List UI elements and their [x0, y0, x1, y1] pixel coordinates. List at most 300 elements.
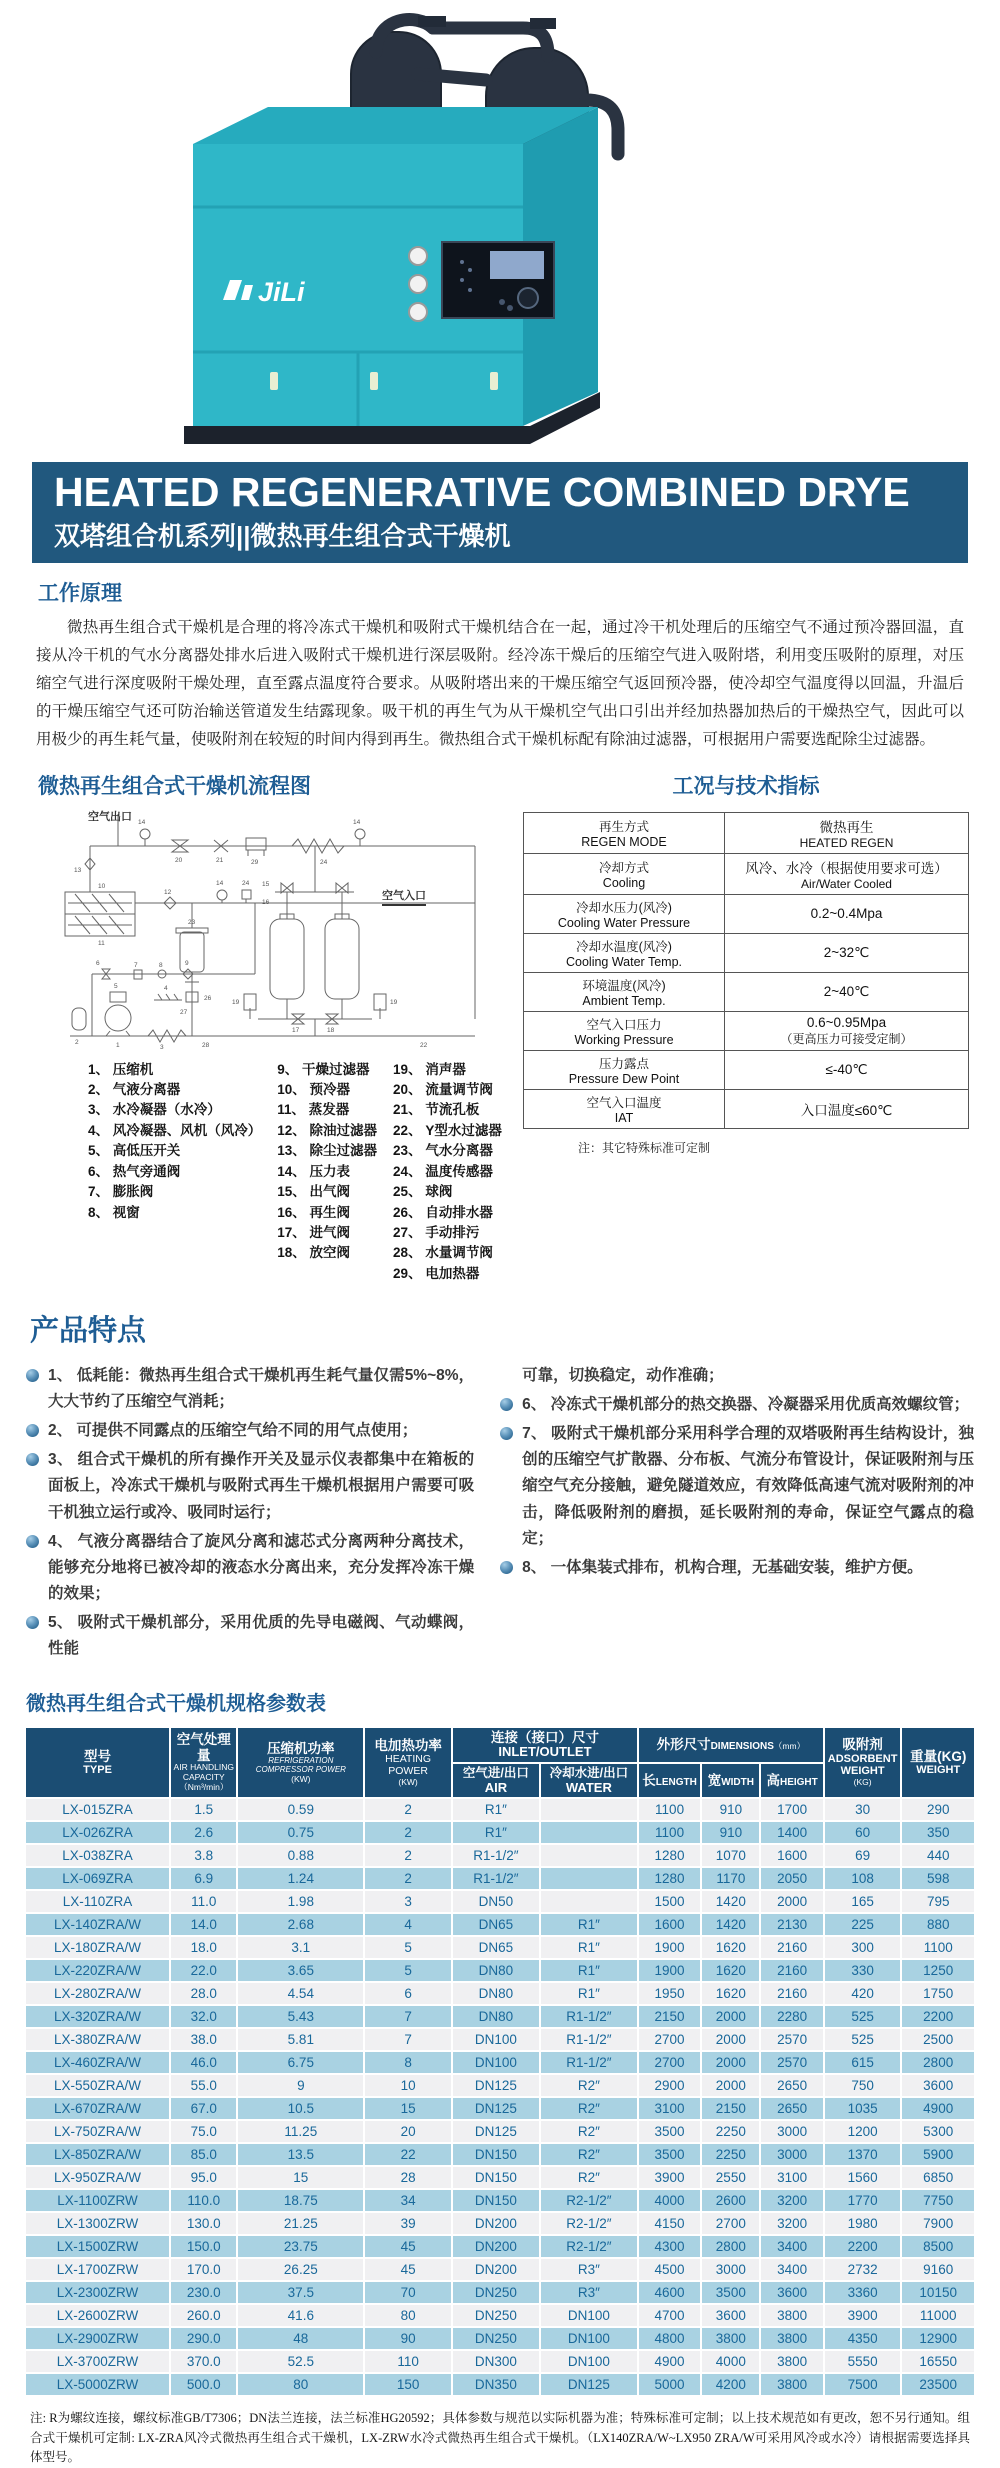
spec-cell: 2550	[702, 2167, 759, 2188]
spec-cell: 1770	[825, 2190, 901, 2211]
spec-cell: 2600	[702, 2190, 759, 2211]
spec-cell: 46.0	[171, 2052, 236, 2073]
spec-cell: 32.0	[171, 2006, 236, 2027]
title-english: HEATED REGENERATIVE COMBINED DRYE	[54, 470, 910, 515]
feature-item	[26, 1447, 474, 1525]
features-left-column	[26, 1363, 500, 1664]
legend-item: 7、 膨胀阀	[88, 1184, 154, 1200]
spec-table-row	[26, 1960, 974, 1981]
spec-cell: 2130	[761, 1914, 822, 1935]
spec-cell: 38.0	[171, 2029, 236, 2050]
model-cell: LX-015ZRA	[26, 1799, 169, 1820]
feature-item	[500, 1392, 974, 1418]
spec-cell: 1.98	[238, 1891, 363, 1912]
legend-item: 11、 蒸发器	[277, 1102, 350, 1118]
spec-table-row	[26, 2236, 974, 2257]
legend-column-2	[277, 1060, 377, 1285]
spec-cell: 4150	[639, 2213, 700, 2234]
spec-cell: 18.0	[171, 1937, 236, 1958]
spec-cell: 11.0	[171, 1891, 236, 1912]
legend-item: 16、 再生阀	[277, 1204, 351, 1220]
spec-cell: 440	[902, 1845, 974, 1866]
spec-cell: 1950	[639, 1983, 700, 2004]
diagram-number: 12	[164, 888, 172, 896]
compressor-group	[72, 969, 193, 1042]
spec-cell: 598	[902, 1868, 974, 1889]
tech-spec-row	[524, 853, 969, 894]
spec-cell: 4500	[639, 2259, 700, 2280]
spec-cell: 3	[365, 1891, 451, 1912]
spec-cell: 2570	[761, 2052, 822, 2073]
spec-cell: 1420	[702, 1914, 759, 1935]
spec-cell: 3100	[639, 2098, 700, 2119]
feature-bullet-icon	[500, 1561, 513, 1574]
spec-cell: 4000	[639, 2190, 700, 2211]
spec-cell: R3″	[541, 2282, 637, 2303]
features-heading: 产品特点	[30, 1315, 147, 1348]
spec-cell: 95.0	[171, 2167, 236, 2188]
spec-table-row	[26, 2213, 974, 2234]
spec-cell: 15	[238, 2167, 363, 2188]
spec-cell: DN200	[453, 2236, 539, 2257]
tech-spec-row	[524, 1089, 969, 1128]
feature-item	[26, 1418, 474, 1444]
spec-cell: 750	[825, 2075, 901, 2096]
valve-symbols	[140, 829, 365, 856]
spec-cell: 23500	[902, 2374, 974, 2395]
diagram-number: 14	[216, 879, 224, 887]
feature-text: 5、 吸附式干燥机部分，采用优质的先导电磁阀、气动蝶阀，性能	[48, 1613, 475, 1657]
title-chinese: 双塔组合机系列||微热再生组合式干燥机	[54, 521, 511, 552]
spec-cell: 110	[365, 2351, 451, 2372]
feature-item	[26, 1610, 474, 1662]
spec-cell: 1620	[702, 1983, 759, 2004]
spec-cell: 2800	[702, 2236, 759, 2257]
spec-cell: 260.0	[171, 2305, 236, 2326]
spec-cell: 3600	[702, 2305, 759, 2326]
tech-spec-row	[524, 972, 969, 1011]
spec-cell: 3400	[761, 2259, 822, 2280]
model-cell: LX-950ZRA/W	[26, 2167, 169, 2188]
spec-cell: 4350	[825, 2328, 901, 2349]
spec-cell	[541, 1822, 637, 1843]
feature-text: 4、 气液分离器结合了旋风分离和滤芯式分离两种分离技术，能够充分地将已被冷却的液态水分离出来，充分发挥冷冻干燥的效果；	[48, 1532, 475, 1602]
spec-cell: 67.0	[171, 2098, 236, 2119]
spec-cell: R1″	[541, 1937, 637, 1958]
spec-table-row	[26, 2121, 974, 2142]
spec-cell: 1750	[902, 1983, 974, 2004]
spec-cell: DN350	[453, 2374, 539, 2395]
spec-cell: 45	[365, 2236, 451, 2257]
working-principle-heading: 工作原理	[38, 582, 122, 606]
diagram-number: 18	[327, 1026, 335, 1034]
spec-cell: DN100	[453, 2029, 539, 2050]
spec-cell: 11000	[902, 2305, 974, 2326]
diagram-number: 1	[116, 1041, 120, 1049]
diagram-number: 27	[180, 1008, 188, 1016]
tech-specs-table	[523, 812, 969, 1129]
air-inlet-label: 空气入口	[382, 889, 426, 902]
tech-spec-value: 2~40℃	[725, 972, 969, 1011]
spec-cell: R2″	[541, 2144, 637, 2165]
feature-bullet-icon	[500, 1427, 513, 1440]
features-right-column	[500, 1363, 974, 1664]
spec-cell: 7500	[825, 2374, 901, 2395]
spec-cell: DN80	[453, 2006, 539, 2027]
col-header-inlet-outlet: 连接（接口）尺寸 INLET/OUTLET	[453, 1728, 637, 1762]
spec-cell: DN125	[453, 2098, 539, 2119]
spec-cell: 3500	[702, 2282, 759, 2303]
legend-item: 4、 风冷凝器、风机（风冷）	[88, 1122, 262, 1138]
spec-cell: 0.75	[238, 1822, 363, 1843]
tech-spec-value: ≤-40℃	[725, 1050, 969, 1089]
spec-cell: 2200	[825, 2236, 901, 2257]
legend-item: 22、 Y型水过滤器	[393, 1122, 502, 1138]
tech-spec-param: 压力露点 Pressure Dew Point	[524, 1050, 725, 1089]
feature-item	[500, 1421, 974, 1551]
diagram-number: 24	[242, 879, 250, 887]
spec-cell: R2″	[541, 2098, 637, 2119]
feature-item	[500, 1363, 974, 1389]
spec-cell: DN50	[453, 1891, 539, 1912]
features-section	[26, 1363, 974, 1664]
model-cell: LX-3700ZRW	[26, 2351, 169, 2372]
spec-cell: 11.25	[238, 2121, 363, 2142]
spec-cell: R2″	[541, 2167, 637, 2188]
spec-cell: 2	[365, 1845, 451, 1866]
model-cell: LX-220ZRA/W	[26, 1960, 169, 1981]
spec-cell: 1900	[639, 1960, 700, 1981]
spec-cell: R2-1/2″	[541, 2190, 637, 2211]
spec-table-row	[26, 2305, 974, 2326]
spec-cell: R1-1/2″	[541, 2029, 637, 2050]
spec-cell: DN125	[453, 2121, 539, 2142]
spec-cell: 2570	[761, 2029, 822, 2050]
diagram-number: 17	[292, 1026, 300, 1034]
spec-cell: 3600	[761, 2282, 822, 2303]
spec-cell: 9160	[902, 2259, 974, 2280]
spec-table-row	[26, 1822, 974, 1843]
tech-spec-row	[524, 812, 969, 853]
spec-cell: 55.0	[171, 2075, 236, 2096]
legend-item: 19、 消声器	[393, 1061, 466, 1077]
spec-cell: R2″	[541, 2121, 637, 2142]
spec-cell: 3200	[761, 2213, 822, 2234]
tech-spec-row	[524, 1011, 969, 1050]
spec-cell: R3″	[541, 2259, 637, 2280]
dryer-machine-illustration	[118, 4, 658, 462]
spec-cell: 9	[238, 2075, 363, 2096]
spec-cell: 28	[365, 2167, 451, 2188]
spec-cell: 10150	[902, 2282, 974, 2303]
spec-cell: 2000	[761, 1891, 822, 1912]
spec-table-row	[26, 2190, 974, 2211]
spec-cell: 16550	[902, 2351, 974, 2372]
spec-cell: DN150	[453, 2190, 539, 2211]
spec-cell: 1170	[702, 1868, 759, 1889]
legend-item: 28、 水量调节阀	[393, 1245, 493, 1261]
spec-cell: 2160	[761, 1937, 822, 1958]
spec-cell: 795	[902, 1891, 974, 1912]
spec-cell: 2150	[702, 2098, 759, 2119]
tech-spec-param: 再生方式 REGEN MODE	[524, 812, 725, 853]
spec-cell: DN125	[453, 2075, 539, 2096]
model-cell: LX-670ZRA/W	[26, 2098, 169, 2119]
spec-cell: 3000	[761, 2121, 822, 2142]
spec-cell: 2.68	[238, 1914, 363, 1935]
spec-cell: 3800	[761, 2328, 822, 2349]
spec-cell: 3500	[639, 2144, 700, 2165]
air-outlet-label: 空气出口	[88, 810, 132, 823]
spec-cell: R1-1/2″	[541, 2006, 637, 2027]
legend-item: 25、 球阀	[393, 1184, 453, 1200]
spec-cell: 150.0	[171, 2236, 236, 2257]
spec-cell: 225	[825, 1914, 901, 1935]
spec-cell	[541, 1845, 637, 1866]
tech-spec-param: 环境温度(风冷) Ambient Temp.	[524, 972, 725, 1011]
spec-cell: 3800	[761, 2374, 822, 2395]
spec-cell: 3.8	[171, 1845, 236, 1866]
feature-bullet-icon	[26, 1424, 39, 1437]
tech-spec-row	[524, 1050, 969, 1089]
spec-cell: R1-1/2″	[541, 2052, 637, 2073]
tech-specs-note: 注：其它特殊标准可定制	[578, 1140, 711, 1155]
spec-cell: 2150	[639, 2006, 700, 2027]
feature-bullet-icon	[26, 1369, 39, 1382]
diagram-number: 4	[164, 984, 168, 992]
spec-cell	[541, 1799, 637, 1820]
tech-spec-value: 0.6~0.95Mpa （更高压力可接受定制）	[725, 1011, 969, 1050]
spec-cell: 3800	[761, 2351, 822, 2372]
spec-cell: DN200	[453, 2259, 539, 2280]
tech-spec-param: 冷却水温度(风冷) Cooling Water Temp.	[524, 933, 725, 972]
spec-cell: 1200	[825, 2121, 901, 2142]
feature-text: 8、 一体集装式排布，机构合理，无基础安装，维护方便。	[522, 1558, 923, 1576]
spec-cell: 2000	[702, 2052, 759, 2073]
feature-text: 2、 可提供不同露点的压缩空气给不同的用气点使用；	[48, 1422, 418, 1440]
spec-table-row	[26, 1983, 974, 2004]
spec-cell: 2160	[761, 1983, 822, 2004]
spec-cell: 290	[902, 1799, 974, 1820]
spec-cell: 110.0	[171, 2190, 236, 2211]
diagram-number: 19	[390, 998, 398, 1006]
spec-cell: 165	[825, 1891, 901, 1912]
tech-spec-value: 入口温度≤60℃	[725, 1089, 969, 1128]
spec-cell: 615	[825, 2052, 901, 2073]
spec-cell: 18.75	[238, 2190, 363, 2211]
spec-cell: DN65	[453, 1937, 539, 1958]
spec-cell: 1.5	[171, 1799, 236, 1820]
spec-cell: 1370	[825, 2144, 901, 2165]
model-cell: LX-1100ZRW	[26, 2190, 169, 2211]
diagram-number: 14	[353, 818, 361, 826]
spec-cell	[541, 1868, 637, 1889]
spec-table-title: 微热再生组合式干燥机规格参数表	[26, 1692, 326, 1715]
tech-spec-param: 冷却水压力(风冷) Cooling Water Pressure	[524, 894, 725, 933]
spec-cell: 2	[365, 1799, 451, 1820]
diagram-number: 26	[204, 994, 212, 1002]
diagram-number: 23	[188, 918, 196, 926]
spec-cell: 14.0	[171, 1914, 236, 1935]
diagram-number: 28	[202, 1041, 210, 1049]
spec-cell: 5900	[902, 2144, 974, 2165]
legend-item: 13、 除尘过滤器	[277, 1143, 378, 1159]
spec-cell: 420	[825, 1983, 901, 2004]
spec-cell: 2000	[702, 2075, 759, 2096]
legend-item: 10、 预冷器	[277, 1081, 351, 1097]
model-cell: LX-1500ZRW	[26, 2236, 169, 2257]
feature-bullet-icon	[26, 1535, 39, 1548]
legend-column-1	[88, 1060, 261, 1285]
spec-cell: 1500	[639, 1891, 700, 1912]
spec-cell: R1-1/2″	[453, 1845, 539, 1866]
spec-cell: 3500	[639, 2121, 700, 2142]
spec-cell: 130.0	[171, 2213, 236, 2234]
spec-cell: DN150	[453, 2167, 539, 2188]
spec-cell: 3360	[825, 2282, 901, 2303]
spec-cell: 1280	[639, 1868, 700, 1889]
spec-cell: R2-1/2″	[541, 2236, 637, 2257]
model-cell: LX-1300ZRW	[26, 2213, 169, 2234]
col-header-dimensions: 外形尺寸DIMENSIONS（mm）	[639, 1728, 823, 1762]
spec-cell: 48	[238, 2328, 363, 2349]
model-cell: LX-460ZRA/W	[26, 2052, 169, 2073]
spec-cell: 525	[825, 2029, 901, 2050]
diagram-number: 7	[134, 961, 138, 969]
brand-logo-text: JiLi	[258, 277, 305, 307]
flow-diagram-heading: 微热再生组合式干燥机流程图	[38, 774, 311, 798]
feature-text: 3、 组合式干燥机的所有操作开关及显示仪表都集中在箱板的面板上，冷冻式干燥机与吸附式再生干燥机根据用户需要可吸干机独立运行或冷、吸同时运行；	[48, 1451, 475, 1521]
spec-cell: 330	[825, 1960, 901, 1981]
spec-cell: 30	[825, 1799, 901, 1820]
spec-cell: 1280	[639, 1845, 700, 1866]
precooler-evaporator	[65, 892, 135, 936]
model-cell: LX-750ZRA/W	[26, 2121, 169, 2142]
spec-cell: DN250	[453, 2282, 539, 2303]
spec-table-row	[26, 2144, 974, 2165]
spec-cell: 4000	[702, 2351, 759, 2372]
spec-cell: 5300	[902, 2121, 974, 2142]
legend-item: 20、 流量调节阀	[393, 1081, 493, 1097]
spec-cell: 2250	[702, 2121, 759, 2142]
spec-cell: 4200	[702, 2374, 759, 2395]
spec-cell: 3400	[761, 2236, 822, 2257]
spec-cell: 5000	[639, 2374, 700, 2395]
spec-cell: 2250	[702, 2144, 759, 2165]
spec-cell: DN200	[453, 2213, 539, 2234]
legend-item: 26、 自动排水器	[393, 1204, 493, 1220]
spec-cell: 0.88	[238, 1845, 363, 1866]
col-header-adsorbent: 吸附剂 ADSORBENT WEIGHT (KG)	[825, 1728, 901, 1798]
tech-spec-value: 2~32℃	[725, 933, 969, 972]
panel-buttons	[409, 247, 427, 321]
spec-cell: 8	[365, 2052, 451, 2073]
model-cell: LX-380ZRA/W	[26, 2029, 169, 2050]
spec-table-row	[26, 1799, 974, 1820]
diagram-number: 16	[262, 898, 270, 906]
feature-item	[26, 1363, 474, 1415]
spec-cell: 8500	[902, 2236, 974, 2257]
spec-table-row	[26, 1868, 974, 1889]
spec-cell: 1100	[902, 1937, 974, 1958]
spec-table-row	[26, 2259, 974, 2280]
spec-cell: R1″	[541, 1914, 637, 1935]
spec-cell: 0.59	[238, 1799, 363, 1820]
diagram-number: 29	[251, 858, 259, 866]
spec-cell: 1400	[761, 1822, 822, 1843]
legend-item: 5、 高低压开关	[88, 1143, 181, 1159]
diagram-number: 19	[232, 998, 240, 1006]
spec-cell: 2000	[702, 2006, 759, 2027]
col-header-height: 高HEIGHT	[761, 1764, 822, 1797]
legend-item: 17、 进气阀	[277, 1225, 351, 1241]
tech-spec-param: 空气入口压力 Working Pressure	[524, 1011, 725, 1050]
tech-specs-column	[514, 768, 978, 1285]
spec-table-row	[26, 2351, 974, 2372]
spec-cell: 3800	[702, 2328, 759, 2349]
spec-cell: 525	[825, 2006, 901, 2027]
spec-cell: 1600	[639, 1914, 700, 1935]
col-header-compressor-power: 压缩机功率 REFRIGERATION COMPRESSOR POWER (KW)	[238, 1728, 363, 1798]
legend-item: 8、 视窗	[88, 1204, 140, 1220]
flow-diagram-column	[22, 768, 514, 1285]
legend-item: 6、 热气旁通阀	[88, 1163, 181, 1179]
model-cell: LX-038ZRA	[26, 1845, 169, 1866]
spec-cell: 52.5	[238, 2351, 363, 2372]
tech-spec-param: 空气入口温度 IAT	[524, 1089, 725, 1128]
spec-cell: 1620	[702, 1937, 759, 1958]
spec-cell: 1560	[825, 2167, 901, 2188]
spec-cell: 2900	[639, 2075, 700, 2096]
tech-spec-value: 0.2~0.4Mpa	[725, 894, 969, 933]
spec-cell: 39	[365, 2213, 451, 2234]
tech-spec-value: 风冷、水冷（根据使用要求可选） Air/Water Cooled	[725, 853, 969, 894]
legend-item: 3、 水冷凝器（水冷）	[88, 1102, 221, 1118]
diagram-number: 6	[96, 959, 100, 967]
legend-item: 24、 温度传感器	[393, 1163, 493, 1179]
spec-cell: 3600	[902, 2075, 974, 2096]
feature-bullet-icon	[26, 1616, 39, 1629]
spec-cell: 1100	[639, 1799, 700, 1820]
diagram-number: 21	[216, 856, 224, 864]
spec-table-row	[26, 2052, 974, 2073]
spec-table-row	[26, 2075, 974, 2096]
spec-cell: 1420	[702, 1891, 759, 1912]
spec-table-row	[26, 2029, 974, 2050]
diagram-number: 22	[420, 1041, 428, 1049]
spec-cell: 1700	[761, 1799, 822, 1820]
spec-cell: 4900	[902, 2098, 974, 2119]
spec-cell: 300	[825, 1937, 901, 1958]
spec-cell: 45	[365, 2259, 451, 2280]
feature-text: 可靠，切换稳定，动作准确；	[522, 1367, 724, 1385]
spec-cell: 3.65	[238, 1960, 363, 1981]
spec-cell: 170.0	[171, 2259, 236, 2280]
spec-cell: R1-1/2″	[453, 1868, 539, 1889]
spec-cell: 21.25	[238, 2213, 363, 2234]
spec-cell: 4900	[639, 2351, 700, 2372]
feature-item	[500, 1555, 974, 1581]
spec-cell: 1250	[902, 1960, 974, 1981]
tech-specs-heading: 工况与技术指标	[672, 774, 820, 798]
col-header-capacity: 空气处理量 AIR HANDLING CAPACITY （Nm³/min）	[171, 1728, 236, 1798]
spec-cell: 41.6	[238, 2305, 363, 2326]
spec-cell: 350	[902, 1822, 974, 1843]
diagram-number: 2	[75, 1038, 79, 1046]
legend-item: 23、 气水分离器	[393, 1143, 493, 1159]
spec-cell: 5550	[825, 2351, 901, 2372]
spec-cell: 6	[365, 1983, 451, 2004]
